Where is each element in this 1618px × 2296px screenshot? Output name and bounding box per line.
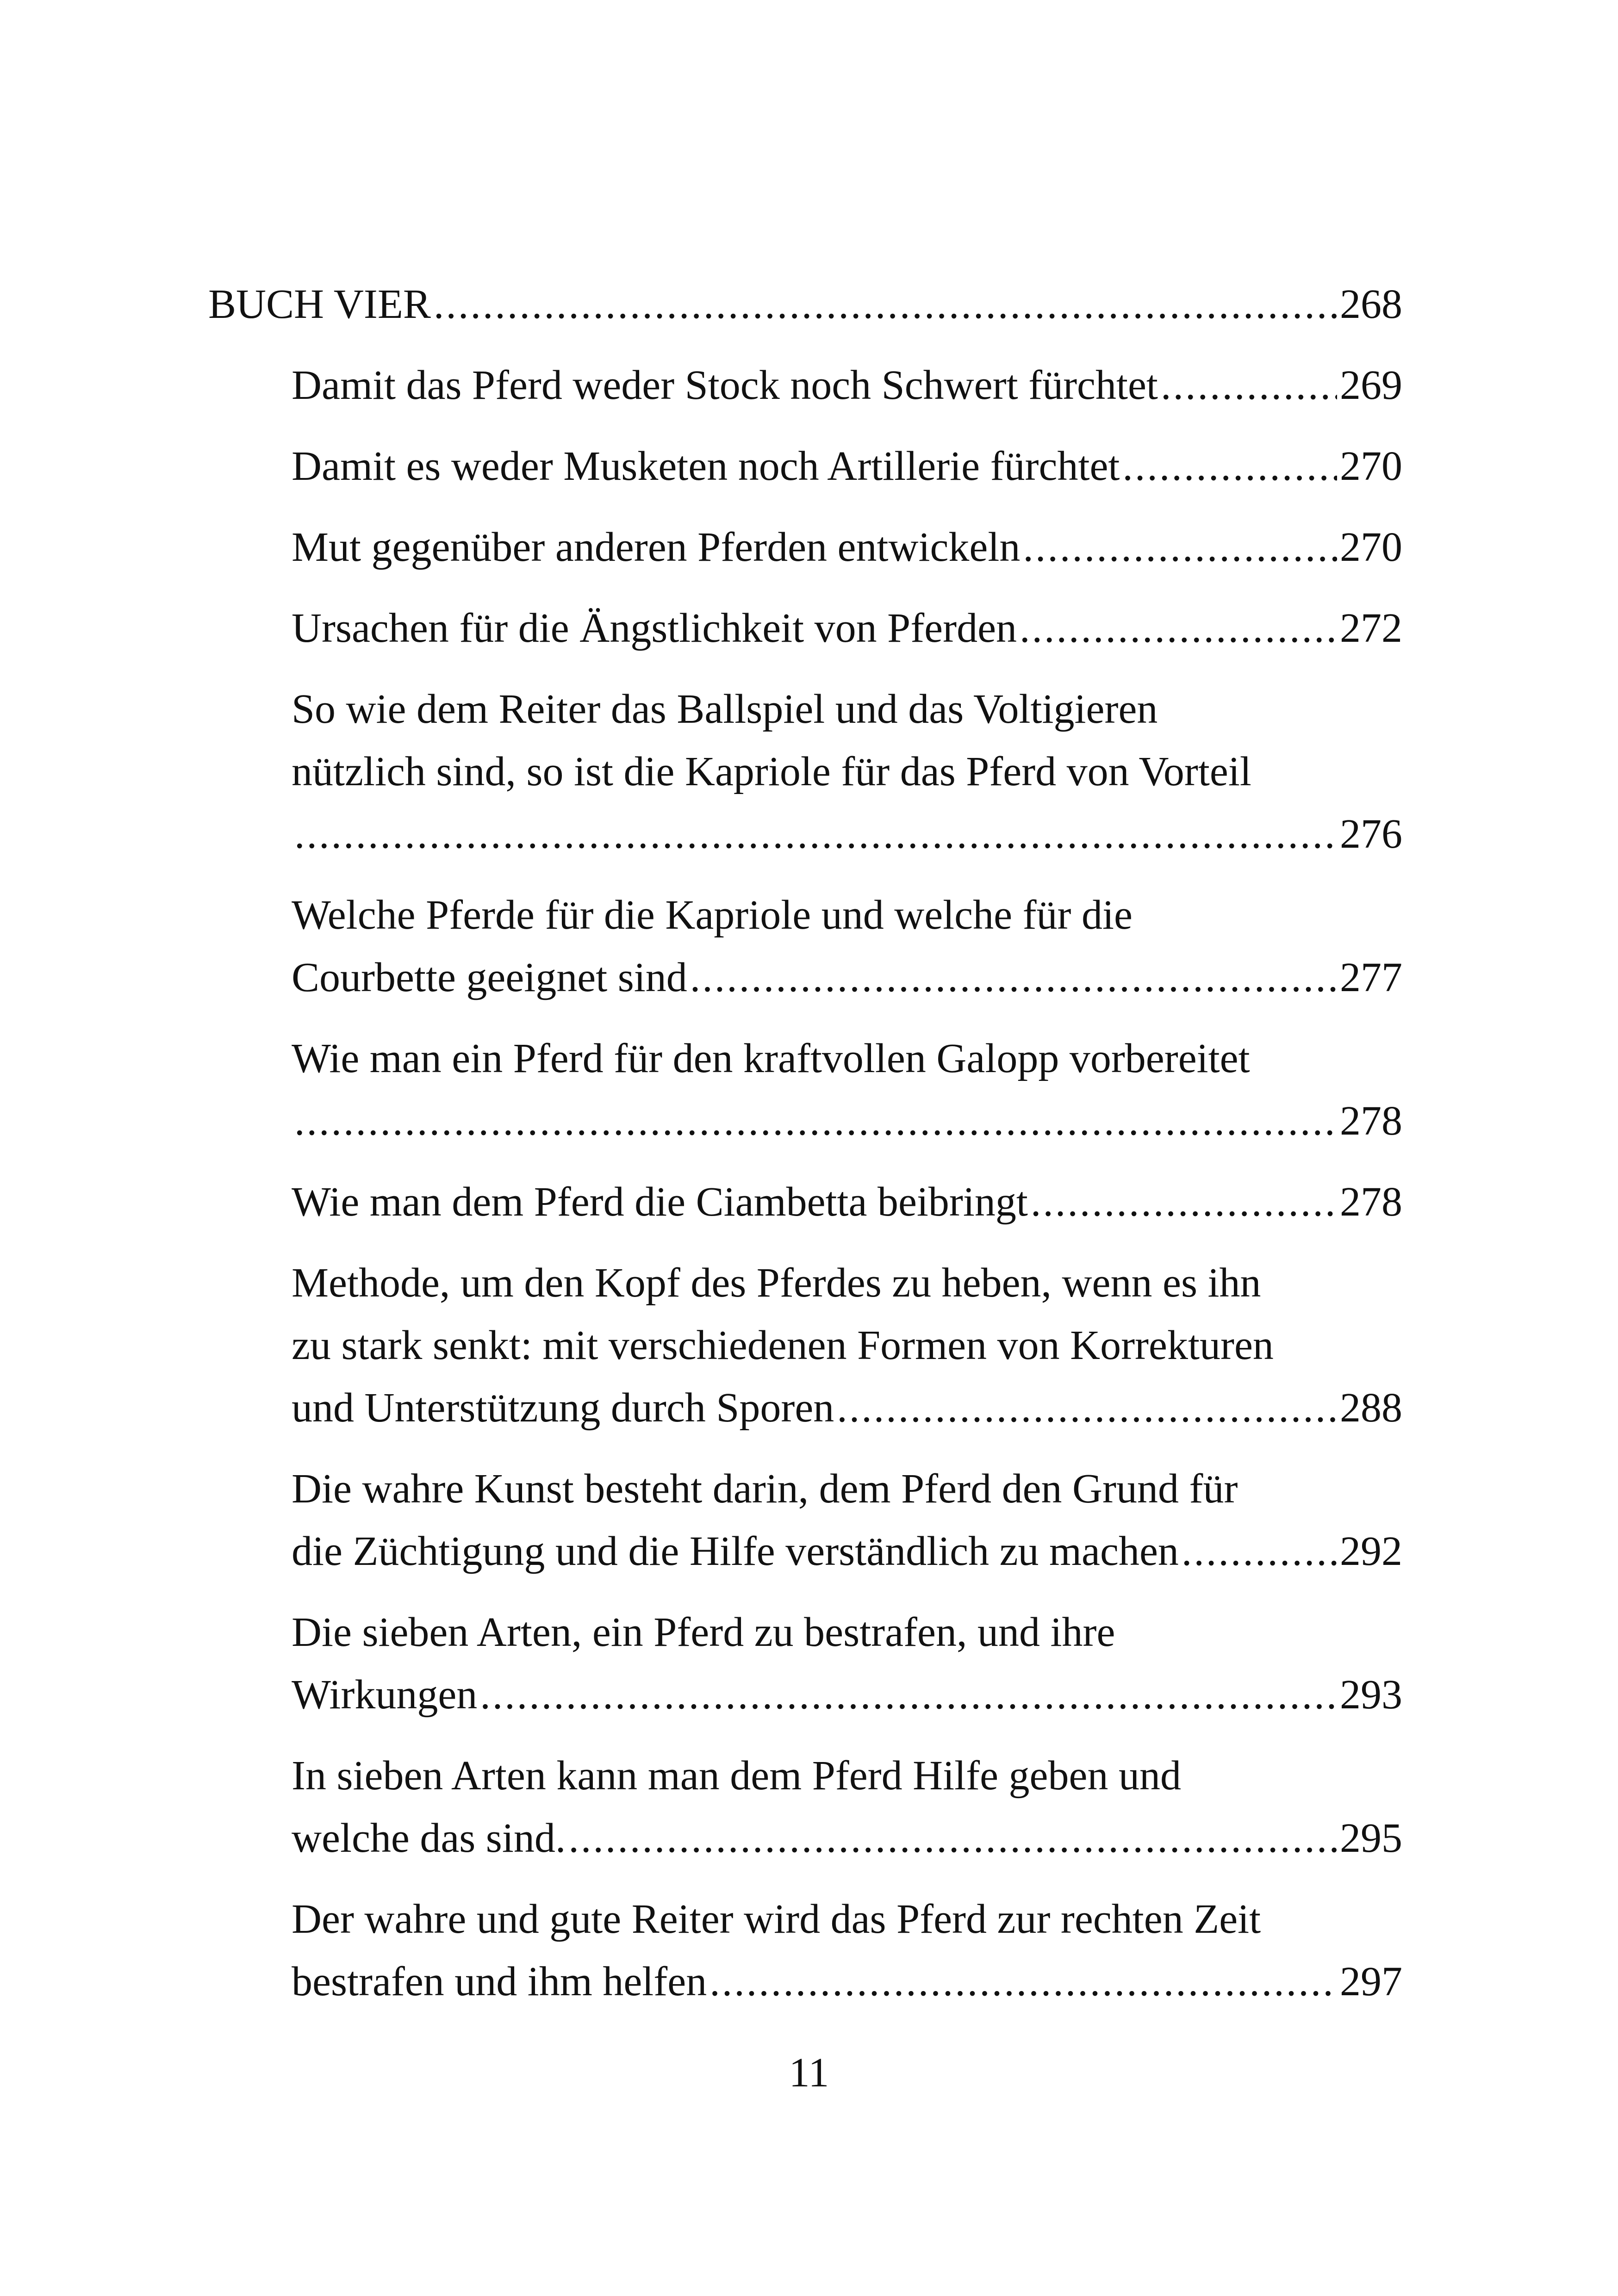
- toc-page-ref: 277: [1340, 955, 1402, 1000]
- toc-entry-title-line: Wie man ein Pferd für den kraftvollen Galopp vorbereitet: [292, 1036, 1250, 1081]
- toc-entry: [208, 884, 1402, 1009]
- toc-entry: [208, 516, 1402, 578]
- toc-section-heading: [208, 273, 1402, 335]
- toc-page-ref: 278: [1340, 1098, 1402, 1144]
- toc-entry: [208, 1027, 1402, 1152]
- toc-entry-title: Wie man dem Pferd die Ciambetta beibringt: [292, 1179, 1028, 1225]
- table-of-contents: [208, 273, 1402, 2013]
- toc-page-ref: 278: [1340, 1179, 1402, 1225]
- toc-entry: [208, 435, 1402, 497]
- toc-entry-title: die Züchtigung und die Hilfe verständlich zu machen: [292, 1528, 1179, 1574]
- toc-leader-dots: [434, 273, 1337, 335]
- toc-entry: [208, 354, 1402, 416]
- toc-leader-dots: [1122, 435, 1337, 497]
- toc-page-ref: 272: [1340, 605, 1402, 651]
- toc-page-ref: 295: [1340, 1815, 1402, 1861]
- toc-page-ref: 276: [1340, 811, 1402, 857]
- toc-entry-title: welche das sind.: [292, 1815, 566, 1861]
- toc-entry: [208, 1252, 1402, 1439]
- toc-entry-title: bestrafen und ihm helfen: [292, 1959, 707, 2004]
- toc-page-ref: 270: [1340, 524, 1402, 570]
- toc-entry-title-line: Der wahre und gute Reiter wird das Pferd zur rechten Zeit: [292, 1896, 1261, 1942]
- toc-leader-dots: [1020, 597, 1337, 659]
- toc-entry-title-line: nützlich sind, so ist die Kapriole für das Pferd von Vorteil: [292, 749, 1251, 794]
- toc-leader-dots: [1161, 354, 1337, 416]
- toc-entry-title: Damit das Pferd weder Stock noch Schwert fürchtet: [292, 362, 1158, 408]
- toc-entry: [208, 1744, 1402, 1869]
- toc-section-title: BUCH VIER: [208, 281, 431, 327]
- toc-entry-title-line: Die wahre Kunst besteht darin, dem Pferd den Grund für: [292, 1466, 1238, 1512]
- page-number: 11: [789, 2050, 829, 2096]
- toc-entry-title-line: So wie dem Reiter das Ballspiel und das Voltigieren: [292, 686, 1158, 732]
- toc-leader-dots: [837, 1377, 1337, 1439]
- toc-entry: [208, 678, 1402, 865]
- toc-entry: [208, 1171, 1402, 1233]
- toc-page-ref: 270: [1340, 443, 1402, 489]
- toc-leader-dots: [1031, 1171, 1337, 1233]
- toc-page-ref: 288: [1340, 1385, 1402, 1431]
- toc-entry-title: Ursachen für die Ängstlichkeit von Pferden: [292, 605, 1017, 651]
- toc-entry: [208, 597, 1402, 659]
- toc-leader-dots: [1182, 1520, 1337, 1582]
- toc-entry-title: Courbette geeignet sind: [292, 955, 687, 1000]
- toc-page-ref: 292: [1340, 1528, 1402, 1574]
- toc-entry-title-line: In sieben Arten kann man dem Pferd Hilfe geben und: [292, 1753, 1181, 1799]
- toc-page-ref: 297: [1340, 1959, 1402, 2004]
- toc-entry-title: und Unterstützung durch Sporen: [292, 1385, 834, 1431]
- toc-entry-title: Damit es weder Musketen noch Artillerie fürchtet: [292, 443, 1120, 489]
- toc-leader-dots: [1023, 516, 1337, 578]
- toc-entry-title-line: zu stark senkt: mit verschiedenen Formen von Korrekturen: [292, 1322, 1274, 1368]
- toc-entry-title: Wirkungen: [292, 1672, 478, 1718]
- toc-entry-title-line: Die sieben Arten, ein Pferd zu bestrafen, und ihre: [292, 1609, 1115, 1655]
- toc-page-ref: 293: [1340, 1672, 1402, 1718]
- toc-page-ref: 269: [1340, 362, 1402, 408]
- toc-leader-dots: [690, 946, 1337, 1009]
- toc-leader-dots: [294, 1090, 1337, 1152]
- toc-leader-dots: [294, 803, 1337, 865]
- toc-leader-dots: [480, 1663, 1337, 1726]
- toc-entry-title-line: Welche Pferde für die Kapriole und welche für die: [292, 892, 1133, 938]
- toc-entry-title-line: Methode, um den Kopf des Pferdes zu heben, wenn es ihn: [292, 1260, 1261, 1306]
- toc-page-ref: 268: [1340, 281, 1402, 327]
- toc-leader-dots: [709, 1950, 1337, 2013]
- toc-entry-title: Mut gegenüber anderen Pferden entwickeln: [292, 524, 1021, 570]
- toc-entry: [208, 1888, 1402, 2013]
- toc-leader-dots: [568, 1807, 1337, 1869]
- toc-entry: [208, 1458, 1402, 1582]
- toc-entry: [208, 1601, 1402, 1726]
